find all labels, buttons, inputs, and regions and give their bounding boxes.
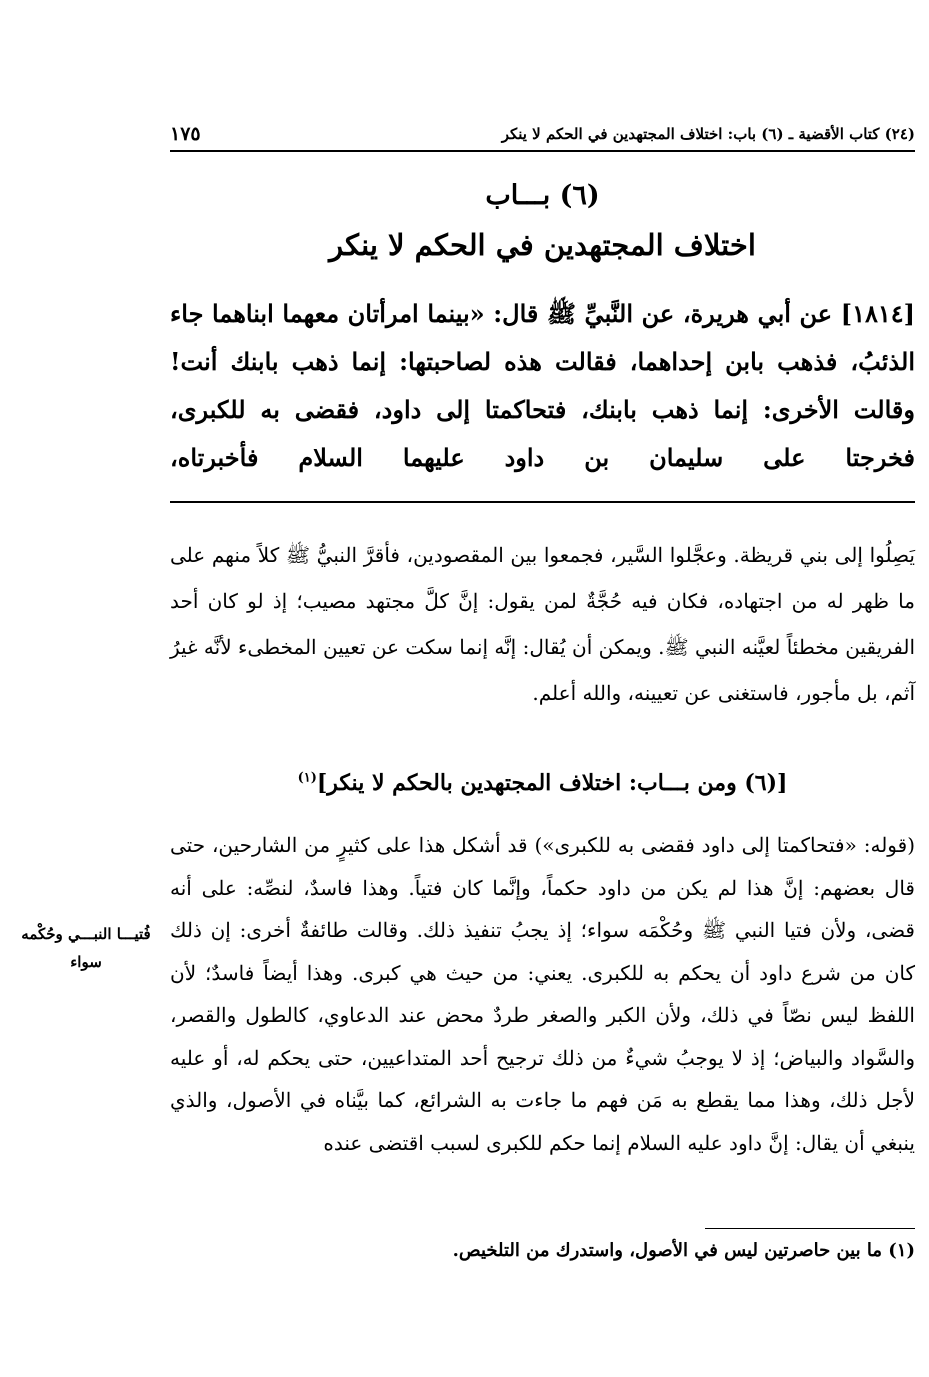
margin-note: فُتيـــا النبـــي وحُكْمه سواء <box>21 925 151 971</box>
header-rule <box>170 150 915 152</box>
commentary-body: (قوله: «فتحاكمتا إلى داود فقضى به للكبرى») قد أشكل هذا على كثيرٍ من الشارحين، حتى قال بعضهم: إنَّ هذا لم يكن من داود حكماً، وإنَّما كان فتياً. وهذا فاسدٌ، لنصِّه: على أنه قضى، ولأن فتيا النبي ﷺ وحُكْمَه سواء؛ إذ يجبُ تنفيذ ذلك. وقالت طائفةٌ أخرى: إن ذلك كان من شرع داود أن يحكم به للكبرى. يعني: من حيث هي كبرى. وهذا أيضاً فاسدٌ؛ لأن اللفظ ليس نصّاً في ذلك، ولأن الكبر والصغر طردٌ محض عند الدعاوي، كالطول والقصر، والسَّواد والبياض؛ إذ لا يوجبُ شيءٌ من ذلك ترجيح أحد المتداعيين، حتى يحكم له، أو عليه لأجل ذلك، وهذا مما يقطع به مَن فهم ما جاءت به الشرائع، كما بيَّناه في الأصول، والذي ينبغي أن يقال: إنَّ داود عليه السلام إنما حكم للكبرى لسبب اقتضى عنده <box>170 833 915 1155</box>
hadith-text: [١٨١٤] عن أبي هريرة، عن النَّبيِّ ﷺ قال: «بينما امرأتان معهما ابناهما جاء الذئبُ، فذهب بابن إحداهما، فقالت هذه لصاحبتها: إنما ذهب بابنك أنت! وقالت الأخرى: إنما ذهب بابنك، فتحاكمتا إلى داود، فقضى به للكبرى، فخرجتا على سليمان بن داود عليهما السلام فأخبرتاه، <box>170 299 915 472</box>
commentary-subheading <box>170 770 915 796</box>
footnote-rule <box>705 1228 915 1229</box>
footnote: (١) ما بين حاصرتين ليس في الأصول، واستدرك من التلخيص. <box>452 1240 915 1261</box>
commentary-continuation: يَصِلُوا إلى بني قريظة. وعجَّلوا السَّير، فجمعوا بين المقصودين، فأقرَّ النبيُّ ﷺ كلاً منهم على ما ظهر له من اجتهاده، فكان فيه حُجَّةٌ لمن يقول: إنَّ كلَّ مجتهد مصيب؛ إذ لو كان أحد الفريقين مخطئاً لعيَّنه النبي ﷺ. ويمكن أن يُقال: إنَّه إنما سكت عن تعيين المخطىء لأنَّه غيرُ آثم، بل مأجور، فاستغنى عن تعيينه، والله أعلم. <box>170 543 915 705</box>
page-number: ١٧٥ <box>170 123 201 145</box>
subheading-text: [(٦) ومن بـــاب: اختلاف المجتهدين بالحكم لا ينكر] <box>316 770 788 796</box>
running-header <box>170 120 915 148</box>
footnote-reference: (١) <box>297 770 317 786</box>
chapter-title: اختلاف المجتهدين في الحكم لا ينكر <box>329 228 756 262</box>
main-text-divider <box>170 501 915 503</box>
running-title: (٢٤) كتاب الأقضية ـ (٦) باب: اختلاف المجتهدين في الحكم لا ينكر <box>501 125 915 143</box>
chapter-number-title: (٦) بـــاب <box>485 180 600 211</box>
